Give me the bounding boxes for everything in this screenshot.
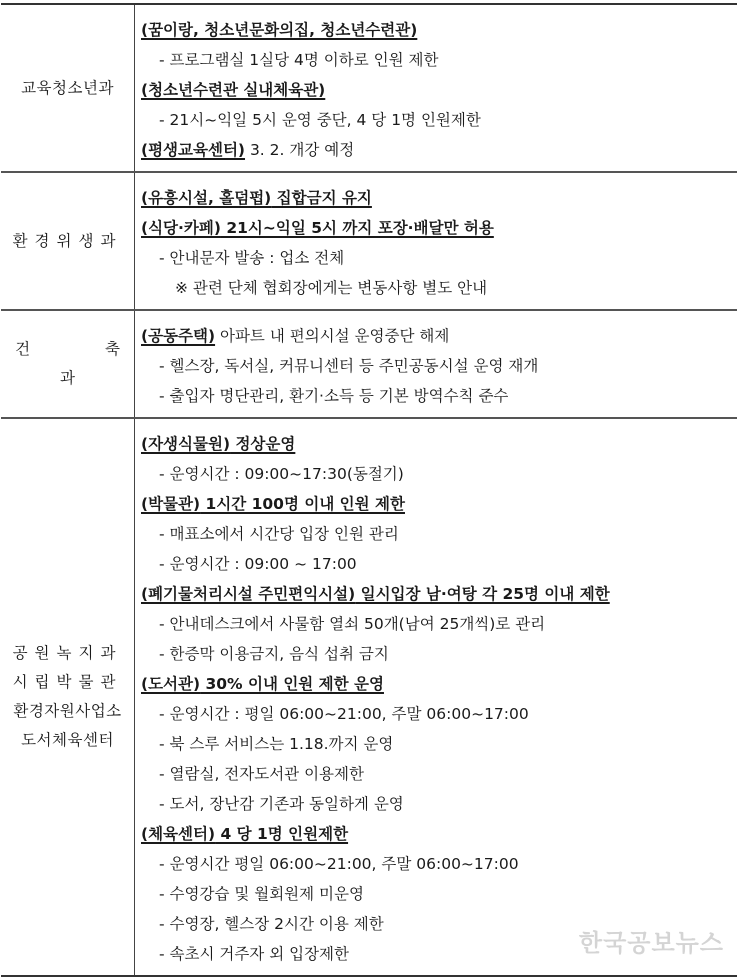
section-label: (폐기물처리시설 주민편익시설) (141, 585, 356, 603)
section-summary: 정상운영 (230, 435, 296, 453)
section-heading (141, 429, 737, 459)
department-cell (1, 172, 135, 310)
department-row (1, 310, 737, 418)
department-details (135, 418, 738, 976)
department-name: 환경위생과 (12, 231, 123, 250)
section-label: (도서관) (141, 675, 201, 693)
detail-item: - 속초시 거주자 외 입장제한 (159, 945, 350, 963)
department-name: 공원녹지과 (12, 644, 123, 662)
section-summary: 1시간 100명 이내 인원 제한 (200, 495, 405, 513)
section-heading (141, 669, 737, 699)
detail-item: - 수영강습 및 월회원제 미운영 (159, 885, 364, 903)
section-label: (자생식물원) (141, 435, 231, 453)
department-details (135, 310, 738, 418)
section-label: (공동주택) (141, 327, 216, 345)
section-label: (박물관) (141, 495, 201, 513)
section-label: (꿈이랑, 청소년문화의집, 청소년수련관) (141, 21, 418, 39)
department-name: 도서체육센터 (21, 731, 114, 749)
department-name: 시립박물관 (12, 673, 123, 691)
detail-item: - 헬스장, 독서실, 커뮤니센터 등 주민공동시설 운영 재개 (159, 357, 539, 375)
detail-item: - 안내문자 발송 : 업소 전체 (159, 249, 345, 267)
detail-item: - 운영시간 : 평일 06:00~21:00, 주말 06:00~17:00 (159, 705, 529, 723)
detail-item: - 운영시간 : 09:00~17:30(동절기) (159, 465, 404, 483)
detail-item: - 도서, 장난감 기존과 동일하게 운영 (159, 795, 404, 813)
detail-item: - 열람실, 전자도서관 이용제한 (159, 765, 364, 783)
department-cell (1, 4, 135, 172)
section-heading (141, 213, 737, 243)
detail-item: - 안내데스크에서 사물함 열쇠 50개(남여 25개씩)로 관리 (159, 615, 546, 633)
section-label: (식당·카페) (141, 219, 221, 237)
watermark: 한국공보뉴스 (578, 929, 724, 957)
section-label: (청소년수련관 실내체육관) (141, 81, 326, 99)
section-heading (141, 183, 737, 213)
section-heading (141, 819, 737, 849)
department-cell (1, 418, 135, 976)
section-heading (141, 579, 737, 609)
department-row (1, 418, 737, 976)
section-summary: 30% 이내 인원 제한 운영 (200, 675, 384, 693)
detail-item: - 북 스루 서비스는 1.18.까지 운영 (159, 735, 394, 753)
department-name: 환경자원사업소 (13, 702, 122, 720)
detail-item: - 운영시간 평일 06:00~21:00, 주말 06:00~17:00 (159, 855, 519, 873)
section-heading (141, 15, 737, 45)
section-summary: 아파트 내 편의시설 운영중단 해제 (215, 327, 450, 345)
department-details (135, 172, 738, 310)
section-summary: 21시~익일 5시 까지 포장·배달만 허용 (220, 219, 494, 237)
detail-item: - 한증막 이용금지, 음식 섭취 금지 (159, 645, 389, 663)
section-summary: 3. 2. 개강 예정 (245, 141, 355, 159)
detail-item: - 수영장, 헬스장 2시간 이용 제한 (159, 915, 384, 933)
department-details (135, 4, 738, 172)
detail-item: - 프로그램실 1실당 4명 이하로 인원 제한 (159, 51, 439, 69)
section-heading (141, 321, 737, 351)
section-label: (평생교육센터) (141, 141, 246, 159)
detail-item: - 출입자 명단관리, 환기·소득 등 기본 방역수칙 준수 (159, 387, 509, 405)
department-row (1, 4, 737, 172)
section-heading (141, 135, 737, 165)
section-summary: 일시입장 남·여탕 각 25명 이내 제한 (355, 585, 610, 603)
note-item: ※ 관련 단체 협회장에게는 변동사항 별도 안내 (175, 279, 488, 297)
detail-item: - 매표소에서 시간당 입장 인원 관리 (159, 525, 399, 543)
section-label: (체육센터) (141, 825, 216, 843)
section-heading (141, 75, 737, 105)
department-cell (1, 310, 155, 418)
section-summary: 집합금지 유지 (271, 189, 372, 207)
section-label: (유흥시설, 홀덤펍) (141, 189, 272, 207)
department-row (1, 172, 737, 310)
section-summary: 4 당 1명 인원제한 (215, 825, 349, 843)
department-name: 교육청소년과 (21, 78, 114, 97)
detail-item: - 21시~익일 5시 운영 중단, 4 당 1명 인원제한 (159, 111, 481, 129)
section-heading (141, 489, 737, 519)
department-name: 건 축 과 (15, 340, 155, 387)
detail-item: - 운영시간 : 09:00 ~ 17:00 (159, 555, 357, 573)
notice-table (1, 3, 737, 977)
